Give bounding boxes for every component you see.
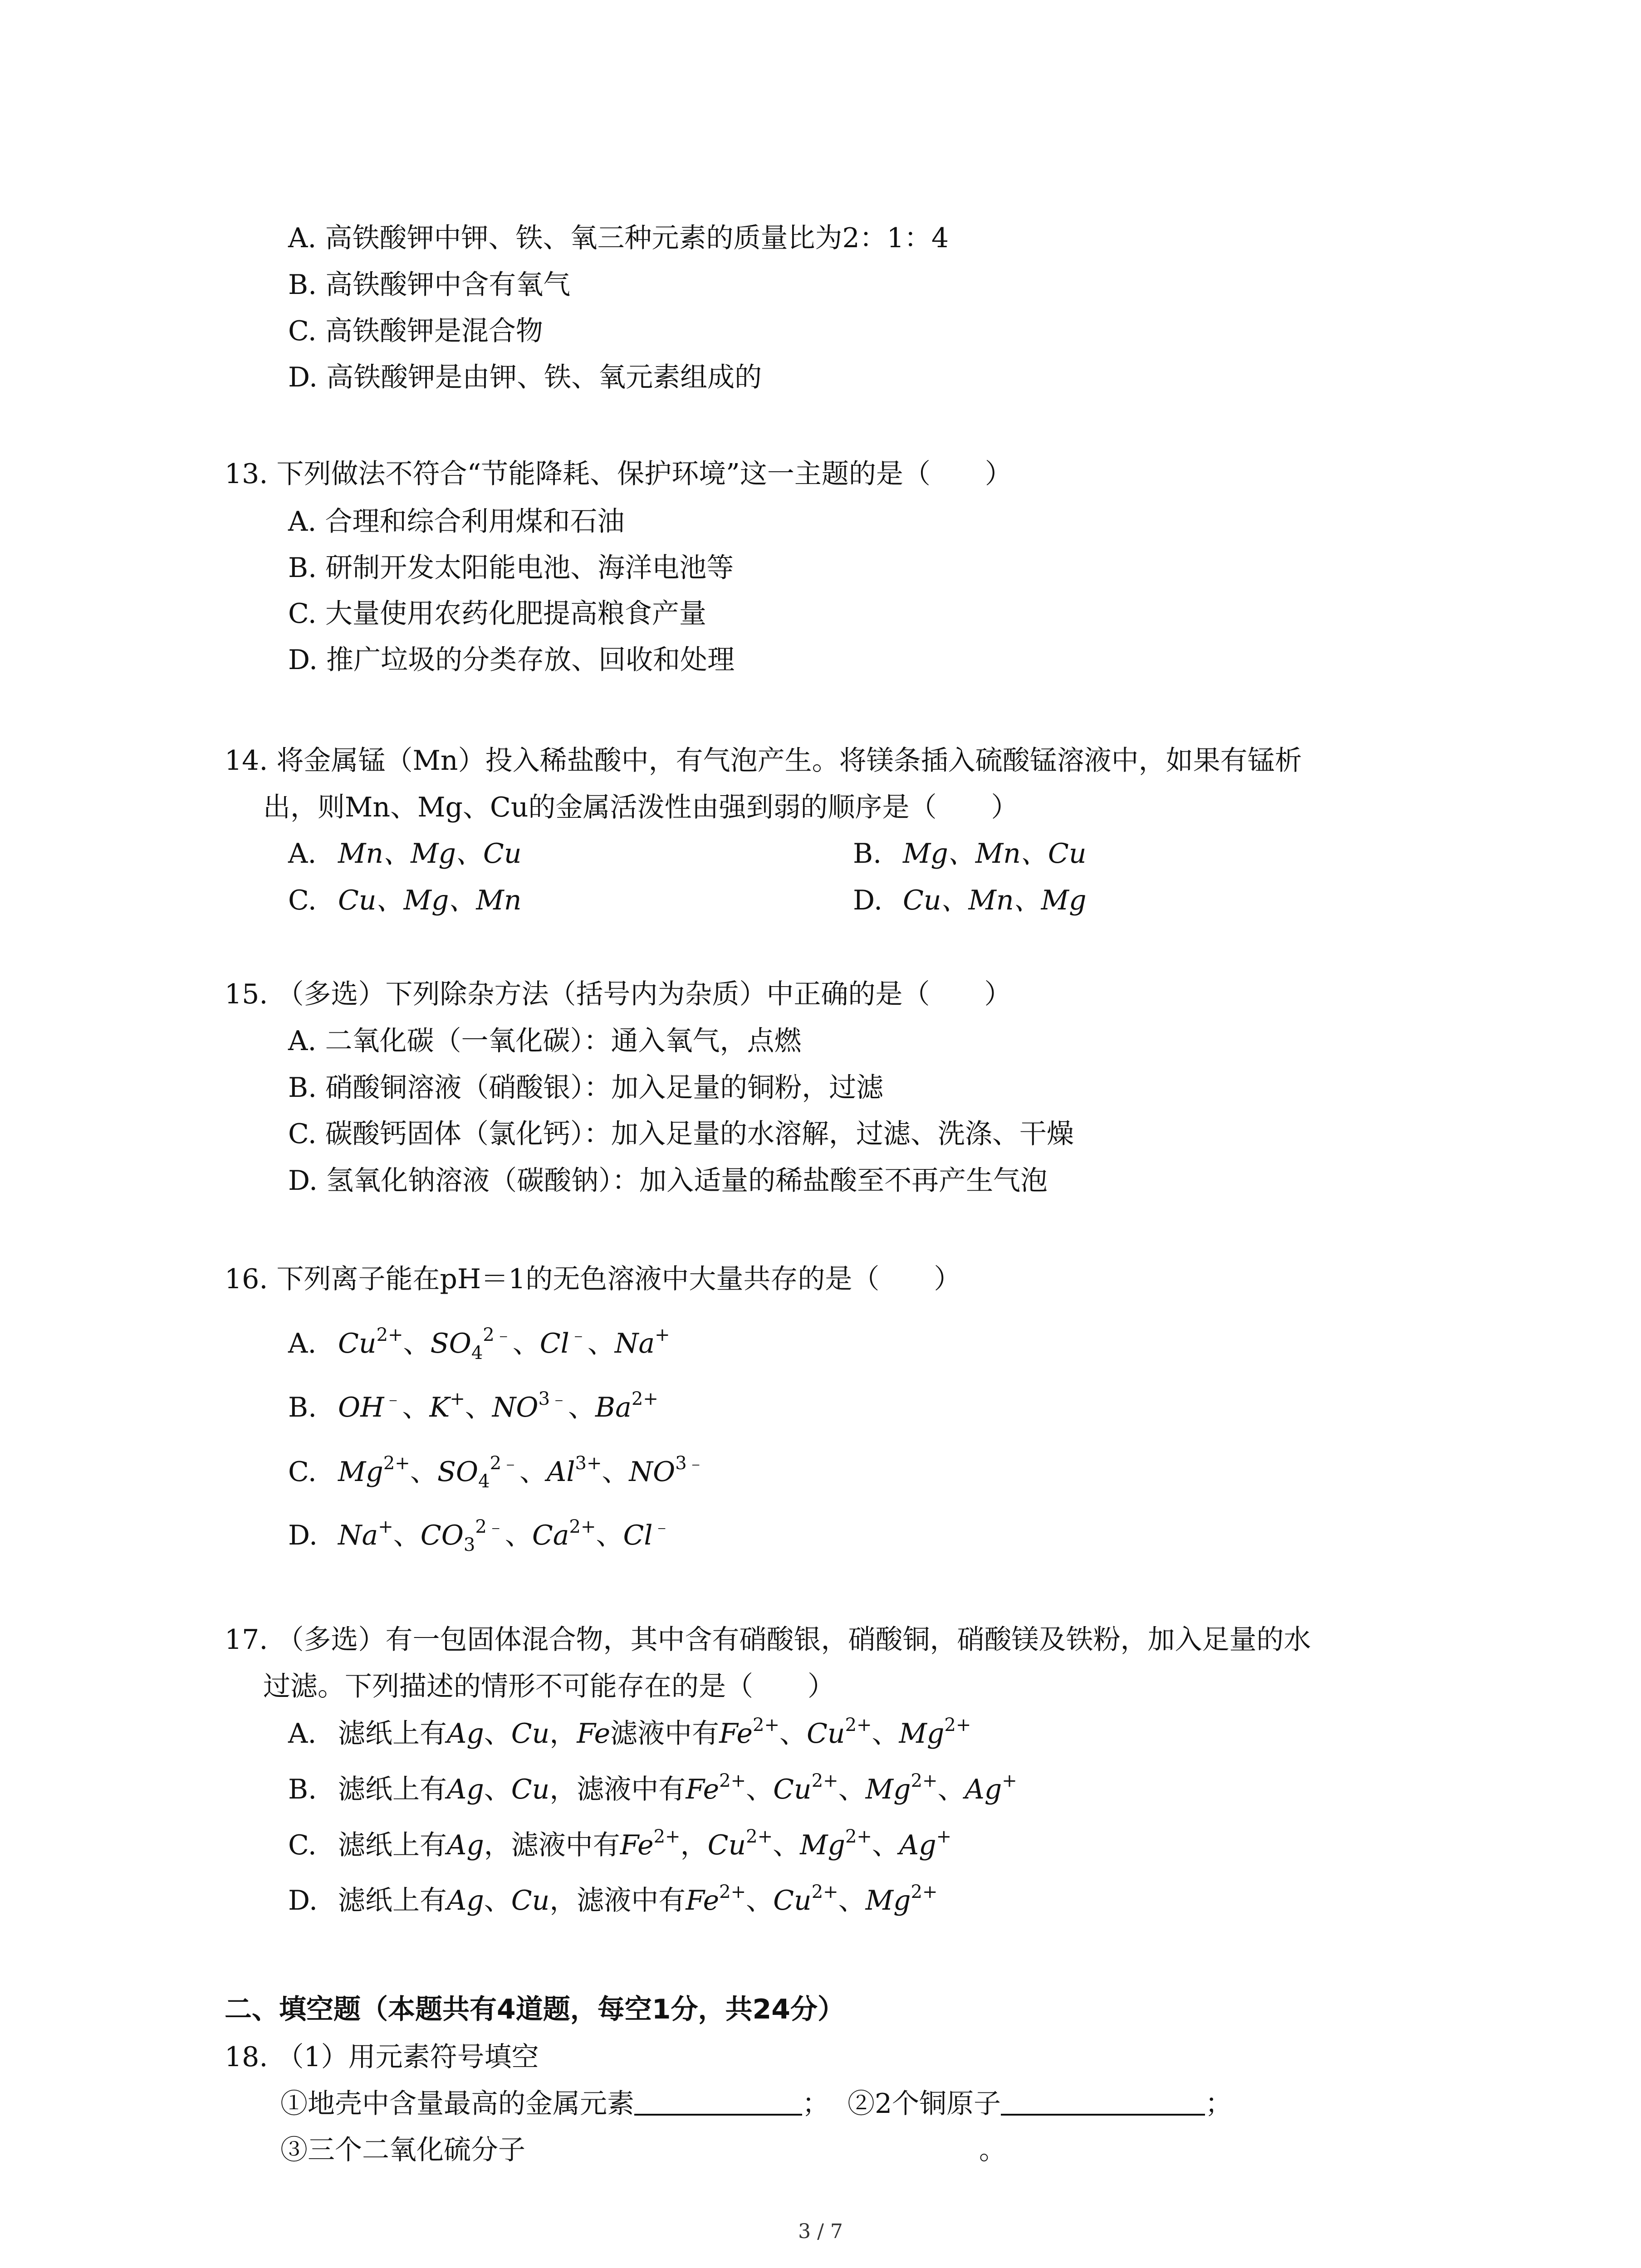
q17-stem-line2: 过滤。下列描述的情形不可能存在的是（ ）: [263, 1671, 835, 1702]
page-number: 3 / 7: [798, 2220, 843, 2243]
q16-option-a-text: $Cu^{2+}$、$SO_4^{2﹣}$、Cl﹣、Na+: [338, 1325, 670, 1364]
q14-stem-line1: 14. 将金属锰（Mn）投入稀盐酸中，有气泡产生。将镁条插入硫酸锰溶液中，如果有锰析: [225, 745, 1302, 777]
q18-line1: [280, 2086, 1232, 2122]
q14-option-a-label: A.: [288, 838, 317, 870]
q13-option-d: D. 推广垃圾的分类存放、回收和处理: [288, 644, 735, 676]
q16-option-c-text: $Mg^{2+}$、$SO_4^{2﹣}$、$Al^{3+}$、$NO^{3﹣}$: [338, 1453, 705, 1492]
q16-option-b-text: OH﹣、K+、$NO^{3﹣}$、$Ba^{2+}$: [338, 1388, 658, 1423]
q14-option-a-text: Mn、Mg、Cu: [338, 838, 522, 870]
q13-option-b: B. 研制开发太阳能电池、海洋电池等: [288, 552, 734, 584]
q17-option-d-text: 滤纸上有Ag、Cu，滤液中有$Fe^{2+}$、$Cu^{2+}$、$Mg^{2+}$: [338, 1882, 938, 1916]
q16-option-b-label: B.: [288, 1392, 317, 1423]
q17-option-c-text: 滤纸上有Ag，滤液中有$Fe^{2+}$，$Cu^{2+}$、$Mg^{2+}$、Ag+: [338, 1826, 952, 1861]
q17-option-a-text: 滤纸上有Ag、Cu，Fe滤液中有$Fe^{2+}$、$Cu^{2+}$、$Mg^{2+}$: [338, 1715, 971, 1750]
q14-option-b-label: B.: [853, 838, 882, 870]
q16-stem: 16. 下列离子能在pH＝1的无色溶液中大量共存的是（ ）: [225, 1263, 961, 1295]
q17-option-d: [288, 1882, 937, 1919]
q16-option-c-label: C.: [288, 1456, 317, 1488]
q16-option-d-text: Na+、$CO_3^{2﹣}$、$Ca^{2+}$、Cl﹣: [338, 1516, 671, 1555]
q18-item2-text: ②2个铜原子: [847, 2088, 1001, 2120]
q14-option-d-label: D.: [853, 885, 883, 916]
q16-option-b: [288, 1389, 658, 1426]
q16-option-d-label: D.: [288, 1520, 318, 1551]
q16-option-c: [288, 1454, 705, 1490]
q17-option-a-label: A.: [288, 1718, 317, 1750]
q18-item3-text: ③三个二氧化硫分子: [280, 2134, 525, 2166]
q13-option-a: A. 合理和综合利用煤和石油: [288, 506, 625, 538]
q12-option-b: B. 高铁酸钾中含有氧气: [288, 269, 571, 301]
q15-option-d: D. 氢氧化钠溶液（碳酸钠）：加入适量的稀盐酸至不再产生气泡: [288, 1165, 1048, 1197]
q12-option-a: A. 高铁酸钾中钾、铁、氧三种元素的质量比为2：1：4: [288, 222, 949, 254]
q18-separator: ；: [802, 2088, 829, 2120]
section-heading: 二、填空题（本题共有4道题，每空1分，共24分）: [225, 1994, 845, 2025]
q17-option-b-text: 滤纸上有Ag、Cu，滤液中有$Fe^{2+}$、$Cu^{2+}$、$Mg^{2+}$、Ag+: [338, 1770, 1017, 1805]
q18-line1-end: ；: [1205, 2088, 1233, 2120]
answer-blank-2[interactable]: [1001, 2087, 1205, 2116]
q16-option-a-label: A.: [288, 1328, 317, 1359]
q13-stem: 13. 下列做法不符合“节能降耗、保护环境”这一主题的是（ ）: [225, 458, 1012, 490]
q14-option-b: [853, 836, 1086, 872]
q14-option-b-text: Mg、Mn、Cu: [903, 838, 1087, 870]
answer-blank-3[interactable]: [525, 2133, 979, 2162]
q18-stem: 18. （1）用元素符号填空: [225, 2041, 539, 2073]
q18-line2: [280, 2132, 1006, 2168]
q16-option-a: [288, 1325, 670, 1362]
q17-stem-line1: 17. （多选）有一包固体混合物，其中含有硝酸银，硝酸铜，硝酸镁及铁粉，加入足量的水: [225, 1624, 1311, 1656]
q16-option-d: [288, 1517, 671, 1554]
q14-stem-line2: 出，则Mn、Mg、Cu的金属活泼性由强到弱的顺序是（ ）: [263, 792, 1019, 823]
q15-stem: 15. （多选）下列除杂方法（括号内为杂质）中正确的是（ ）: [225, 978, 1012, 1010]
q17-option-d-label: D.: [288, 1885, 318, 1916]
q14-option-d: [853, 882, 1086, 919]
q13-option-c: C. 大量使用农药化肥提高粮食产量: [288, 598, 706, 630]
q15-option-a: A. 二氧化碳（一氧化碳）：通入氧气，点燃: [288, 1025, 802, 1057]
q14-option-a: [288, 836, 521, 872]
answer-blank-1[interactable]: [634, 2087, 802, 2116]
q14-option-c: [288, 882, 521, 919]
q17-option-c: [288, 1827, 951, 1863]
q17-option-a: [288, 1716, 971, 1752]
q18-item1-text: ①地壳中含量最高的金属元素: [280, 2088, 634, 2120]
q17-option-b-label: B.: [288, 1774, 317, 1805]
q14-option-c-text: Cu、Mg、Mn: [338, 885, 522, 916]
q12-option-d: D. 高铁酸钾是由钾、铁、氧元素组成的: [288, 362, 762, 393]
q14-option-c-label: C.: [288, 885, 317, 916]
q18-line2-end: 。: [979, 2134, 1006, 2166]
q17-option-c-label: C.: [288, 1829, 317, 1861]
q17-option-b: [288, 1771, 1017, 1808]
q14-option-d-text: Cu、Mn、Mg: [903, 885, 1087, 916]
q15-option-b: B. 硝酸铜溶液（硝酸银）：加入足量的铜粉，过滤: [288, 1072, 884, 1104]
q15-option-c: C. 碳酸钙固体（氯化钙）：加入足量的水溶解，过滤、洗涤、干燥: [288, 1118, 1074, 1150]
q12-option-c: C. 高铁酸钾是混合物: [288, 315, 543, 347]
